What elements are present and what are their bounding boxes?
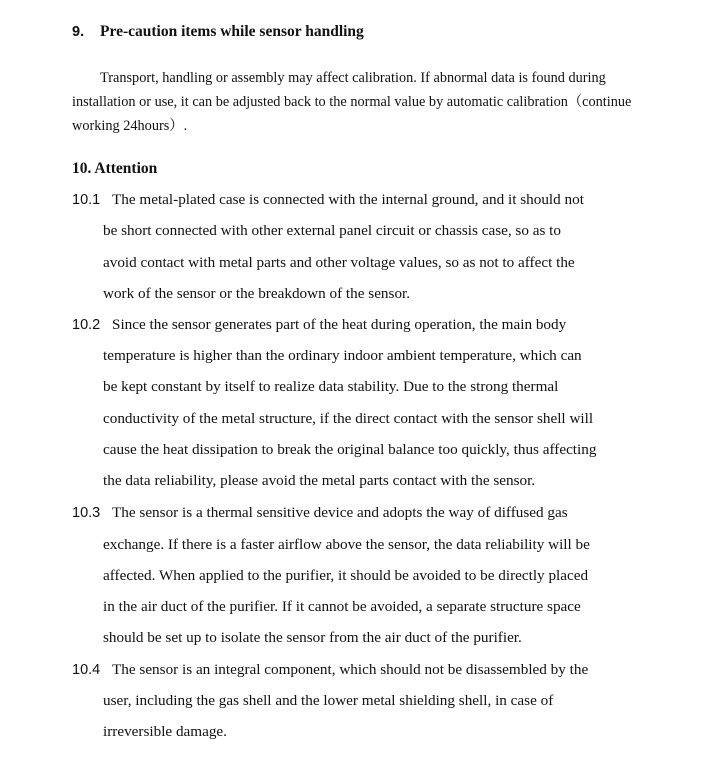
item-10-2-line-4: conductivity of the metal structure, if the direct contact with the sensor shell will: [103, 410, 594, 427]
item-10-2-line-3: be kept constant by itself to realize data stability. Due to the strong thermal: [103, 378, 559, 395]
item-10-3-line-2: exchange. If there is a faster airflow above the sensor, the data reliability will be: [103, 536, 590, 553]
item-10-2-line-6: the data reliability, please avoid the metal parts contact with the sensor.: [103, 472, 536, 489]
section-9-paragraph: [72, 66, 632, 138]
item-10-4-number: 10.4: [72, 662, 101, 678]
section-9-heading: [72, 22, 364, 42]
item-10-3-line-5: should be set up to isolate the sensor from the air duct of the purifier.: [103, 629, 522, 646]
item-10-3-line-4: in the air duct of the purifier. If it cannot be avoided, a separate structure space: [103, 598, 581, 615]
item-10-1-line-4: work of the sensor or the breakdown of the sensor.: [103, 285, 411, 302]
item-10-2-line-2: temperature is higher than the ordinary indoor ambient temperature, which can: [103, 347, 582, 364]
item-10-3-line-1: The sensor is a thermal sensitive device and adopts the way of diffused gas: [112, 504, 568, 521]
item-10-3-line-3: affected. When applied to the purifier, it should be avoided to be directly placed: [103, 567, 589, 584]
item-10-2-line-5: cause the heat dissipation to break the original balance too quickly, thus affecting: [103, 441, 597, 458]
section-9-number: 9.: [72, 24, 85, 40]
section-10-heading: 10. Attention: [72, 160, 158, 177]
item-10-4-line-1: The sensor is an integral component, which should not be disassembled by the: [112, 661, 589, 678]
section-9-body: Transport, handling or assembly may affect calibration. If abnormal data is found during installation or use, it can be adjusted back to the normal value by automatic calibration（continue working 24hours）.: [72, 70, 632, 134]
item-10-1-line-2: be short connected with other external panel circuit or chassis case, so as to: [103, 222, 561, 239]
section-9-title: Pre-caution items while sensor handling: [100, 23, 364, 40]
item-10-4-line-2: user, including the gas shell and the lower metal shielding shell, in case of: [103, 692, 554, 709]
item-10-1-number: 10.1: [72, 192, 101, 208]
item-10-1-line-1: The metal-plated case is connected with the internal ground, and it should not: [112, 191, 584, 208]
item-10-1-line-3: avoid contact with metal parts and other voltage values, so as not to affect the: [103, 254, 575, 271]
item-10-2-number: 10.2: [72, 317, 101, 333]
item-10-2-line-1: Since the sensor generates part of the heat during operation, the main body: [112, 316, 567, 333]
item-10-4-line-3: irreversible damage.: [103, 723, 227, 740]
item-10-3-number: 10.3: [72, 505, 101, 521]
